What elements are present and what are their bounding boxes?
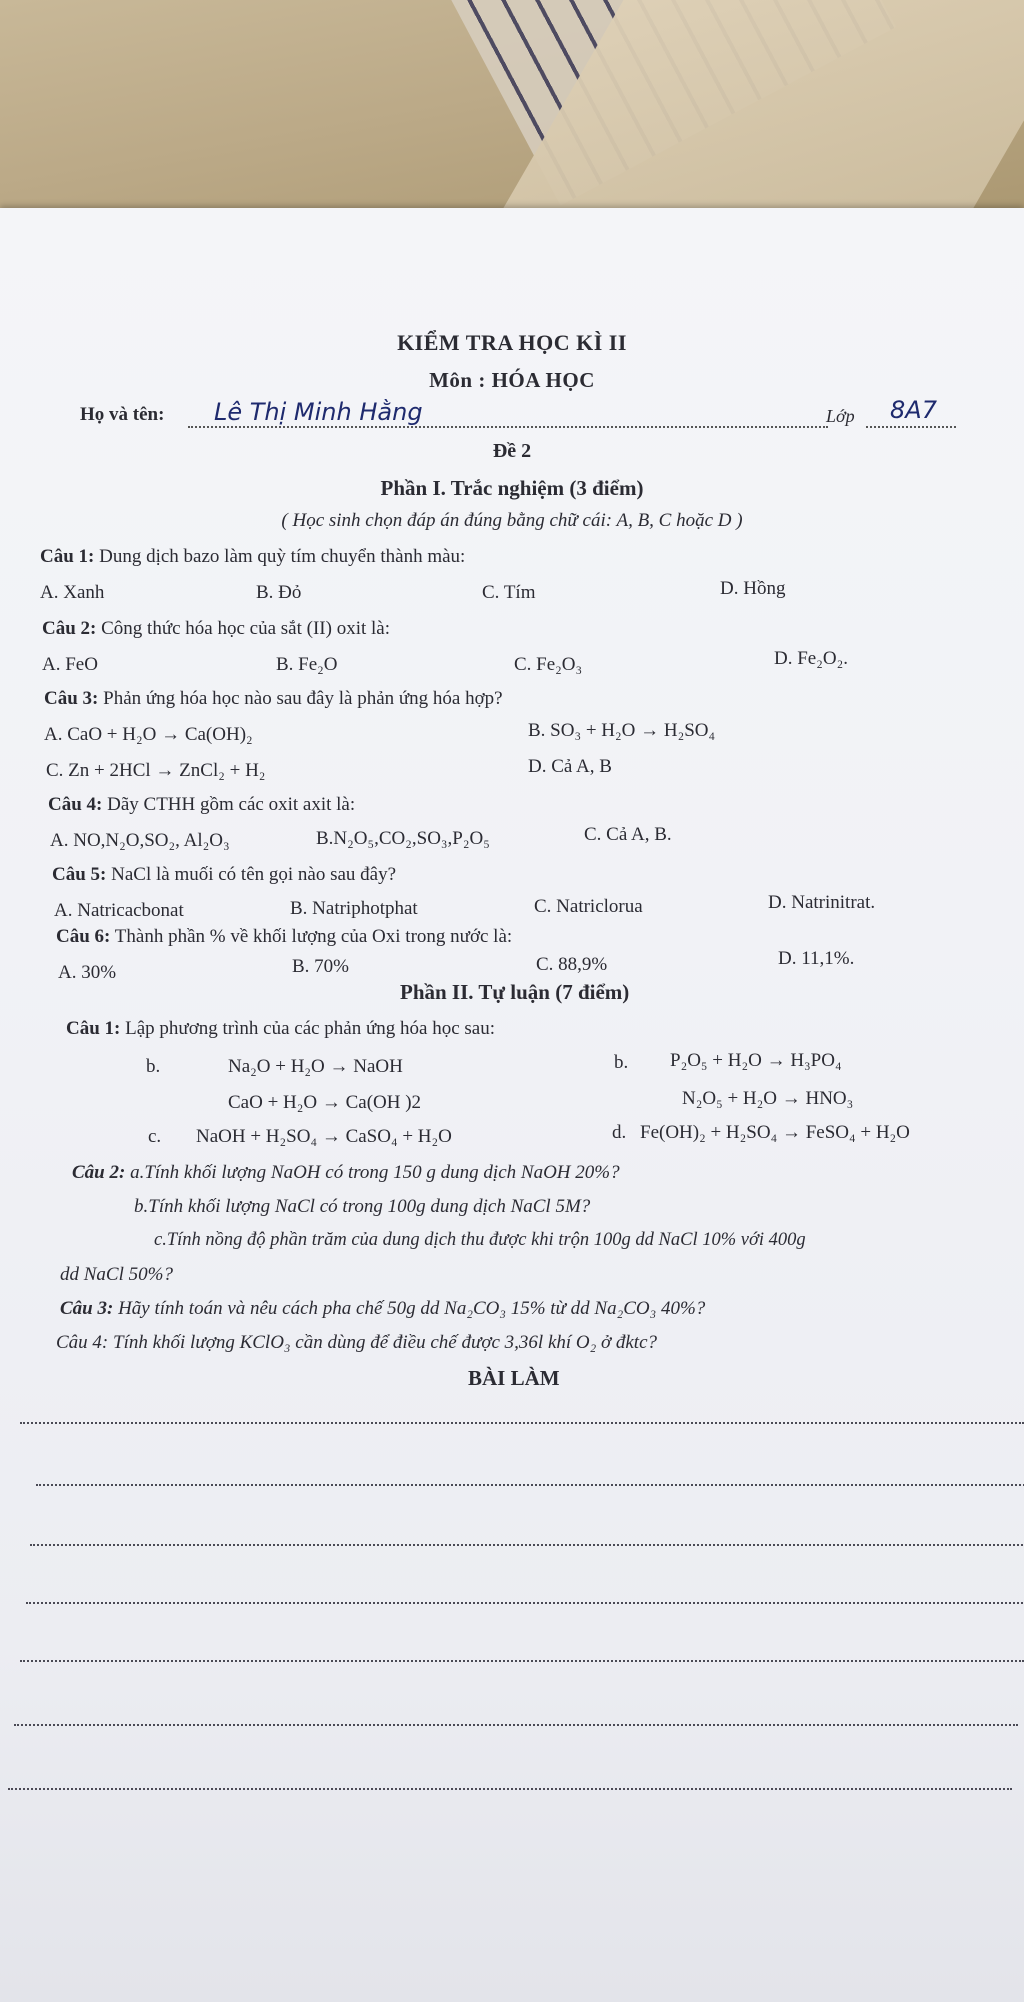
p2-q2-label: Câu 2: (72, 1162, 126, 1183)
p2-q1-item-c-label: c. (148, 1126, 162, 1147)
work-heading: BÀI LÀM (468, 1366, 560, 1390)
p2-q1-item-d-equation: Fe(OH)₂ + H₂SO₄ → FeSO₄ + H₂O (640, 1122, 910, 1143)
p1-q6 (56, 926, 512, 948)
p1-q4 (48, 794, 355, 816)
p1-q5-label: Câu 5: (52, 864, 107, 885)
part1-instruction: ( Học sinh chọn đáp án đúng bằng chữ cái: A, B, C hoặc D ) (281, 510, 743, 531)
p2-q1-item-b1-label: b. (146, 1056, 161, 1077)
p2-q1-text: Lập phương trình của các phản ứng hóa học sau: (125, 1018, 496, 1039)
p2-q1-equation-4: N₂O₅ + H₂O → HNO₃ (682, 1088, 854, 1109)
p1-q3-option-a: A. CaO + H₂O → Ca(OH)₂ (44, 724, 253, 745)
p2-q3 (60, 1298, 705, 1320)
p1-q1 (40, 546, 465, 568)
p2-q2-part-b: b.Tính khối lượng NaCl có trong 100g dung dịch NaCl 5M? (134, 1196, 591, 1217)
p2-q1-label: Câu 1: (66, 1018, 121, 1039)
exam-paper (0, 208, 1024, 2002)
answer-line (20, 1422, 1024, 1424)
p1-q5-option-d: D. Natrinitrat. (768, 892, 876, 913)
p2-q2-part-a: a.Tính khối lượng NaOH có trong 150 g dung dịch NaOH 20%? (130, 1162, 620, 1183)
p1-q1-option-d: D. Hồng (720, 578, 786, 599)
exam-title: KIỂM TRA HỌC KÌ II (397, 330, 627, 355)
p2-q1-equation-3: CaO + H₂O → Ca(OH )2 (228, 1092, 422, 1113)
p2-q2-part-c: c.Tính nồng độ phần trăm của dung dịch thu được khi trộn 100g dd NaCl 10% với 400g (154, 1230, 806, 1250)
p2-q4 (56, 1332, 657, 1354)
p2-q1-item-d-label: d. (612, 1122, 627, 1143)
p1-q1-text: Dung dịch bazo làm quỳ tím chuyển thành màu: (99, 546, 466, 567)
p2-q2 (72, 1162, 620, 1184)
p1-q5-text: NaCl là muối có tên gọi nào sau đây? (111, 864, 397, 885)
class-label: Lớp (826, 406, 855, 426)
p1-q6-option-d: D. 11,1%. (778, 948, 855, 969)
p1-q6-option-c: C. 88,9% (536, 954, 608, 975)
p1-q5 (52, 864, 396, 886)
p1-q2-option-d: D. Fe₂O₂. (774, 648, 848, 669)
p1-q2-label: Câu 2: (42, 618, 97, 639)
p2-q2-part-c-continued: dd NaCl 50%? (60, 1264, 173, 1285)
p1-q4-option-a: A. NO,N₂O,SO₂, Al₂O₃ (50, 830, 230, 851)
student-name: Lê Thị Minh Hằng (214, 398, 423, 426)
p2-q3-text: Hãy tính toán và nêu cách pha chế 50g dd Na₂CO₃ 15% từ dd Na₂CO₃ 40%? (118, 1298, 706, 1319)
name-label: Họ và tên: (80, 404, 165, 425)
p2-q1-item-b2-equation: P₂O₅ + H₂O → H₃PO₄ (670, 1050, 842, 1071)
p1-q1-option-b: B. Đỏ (256, 582, 302, 603)
p1-q5-option-b: B. Natriphotphat (290, 898, 418, 919)
answer-line (8, 1788, 1012, 1790)
p1-q6-label: Câu 6: (56, 926, 111, 947)
p1-q3 (44, 688, 503, 710)
p2-q1 (66, 1018, 495, 1040)
p1-q3-option-d: D. Cả A, B (528, 756, 612, 777)
p1-q2-text: Công thức hóa học của sắt (II) oxit là: (101, 618, 391, 639)
answer-line (20, 1660, 1024, 1662)
p1-q2-option-c: C. Fe₂O₃ (514, 654, 583, 675)
p1-q6-option-a: A. 30% (58, 962, 117, 983)
p1-q3-option-b: B. SO₃ + H₂O → H₂SO₄ (528, 720, 716, 741)
answer-line (14, 1724, 1018, 1726)
p1-q4-label: Câu 4: (48, 794, 103, 815)
p1-q2 (42, 618, 390, 640)
p1-q5-option-c: C. Natriclorua (534, 896, 643, 917)
p1-q4-option-b: B.N₂O₅,CO₂,SO₃,P₂O₅ (316, 828, 490, 849)
p2-q1-item-b2-label: b. (614, 1052, 629, 1073)
p1-q2-option-b: B. Fe₂O (276, 654, 338, 675)
answer-line (26, 1602, 1024, 1604)
exam-code: Đề 2 (492, 440, 532, 462)
exam-subject: Môn : HÓA HỌC (429, 368, 595, 392)
p2-q1-item-b1-equation: Na₂O + H₂O → NaOH (228, 1056, 403, 1077)
p1-q4-option-c: C. Cả A, B. (584, 824, 672, 845)
part2-heading: Phần II. Tự luận (7 điểm) (400, 980, 630, 1004)
p1-q2-option-a: A. FeO (42, 654, 98, 675)
p1-q5-option-a: A. Natricacbonat (54, 900, 184, 921)
p1-q4-text: Dãy CTHH gồm các oxit axit là: (107, 794, 356, 815)
answer-line (36, 1484, 1024, 1486)
p2-q4-text: Tính khối lượng KClO₃ cần dùng để điều chế được 3,36l khí O₂ ở đktc? (113, 1332, 658, 1353)
p1-q1-option-a: A. Xanh (40, 582, 105, 603)
p1-q6-option-b: B. 70% (292, 956, 349, 977)
name-dotted-line (188, 426, 828, 428)
p2-q1-item-c-equation: NaOH + H₂SO₄ → CaSO₄ + H₂O (196, 1126, 452, 1147)
p2-q3-label: Câu 3: (60, 1298, 114, 1319)
student-class: 8A7 (890, 396, 937, 424)
p1-q3-option-c: C. Zn + 2HCl → ZnCl₂ + H₂ (46, 760, 266, 781)
answer-line (30, 1544, 1024, 1546)
p1-q1-label: Câu 1: (40, 546, 95, 567)
part1-heading: Phần I. Trắc nghiệm (3 điểm) (380, 476, 644, 500)
p1-q3-label: Câu 3: (44, 688, 99, 709)
p1-q1-option-c: C. Tím (482, 582, 536, 603)
class-dotted-line (866, 426, 956, 428)
p2-q4-label: Câu 4: (56, 1332, 109, 1353)
p1-q6-text: Thành phần % về khối lượng của Oxi trong nước là: (114, 926, 513, 947)
p1-q3-text: Phản ứng hóa học nào sau đây là phản ứng hóa hợp? (103, 688, 503, 709)
